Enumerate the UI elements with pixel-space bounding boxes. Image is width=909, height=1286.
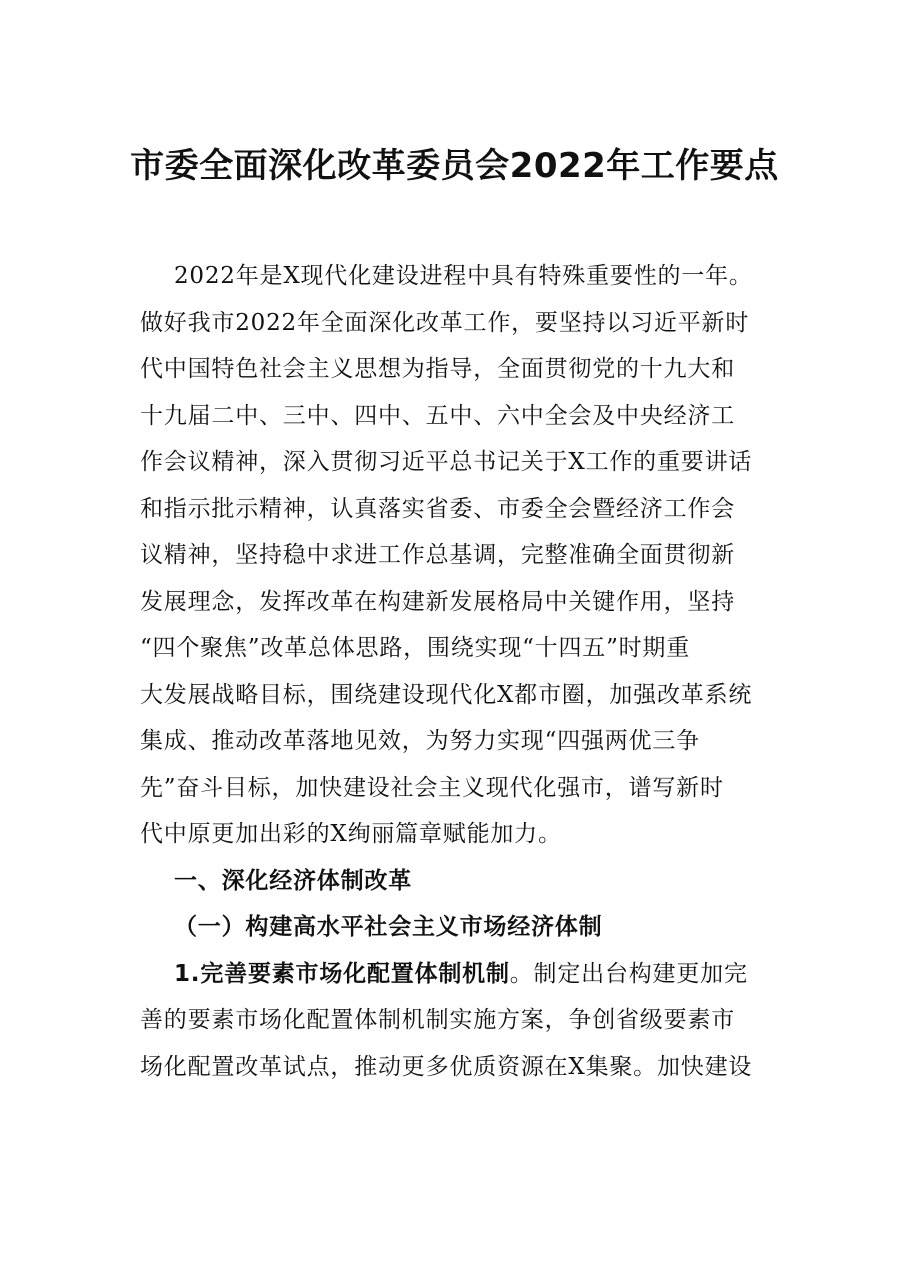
intro-line: 发展理念，发挥改革在构建新发展格局中关键作用，坚持 (140, 588, 735, 615)
intro-line: 集成、推动改革落地见效，为努力实现“四强两优三争 (140, 728, 700, 754)
intro-line: 作会议精神，深入贯彻习近平总书记关于X工作的重要讲话 (140, 449, 753, 475)
intro-line: 十九届二中、三中、四中、五中、六中全会及中央经济工 (140, 402, 735, 429)
document-title: 市委全面深化改革委员会2022年工作要点 (130, 146, 779, 186)
intro-line: 先”奋斗目标，加快建设社会主义现代化强市，谱写新时 (140, 774, 724, 801)
intro-line: 大发展战略目标，围绕建设现代化X都市圈，加强改革系统 (140, 681, 753, 708)
subsection-heading: （一）构建高水平社会主义市场经济体制 (174, 914, 603, 940)
intro-line: “四个聚焦”改革总体思路，围绕实现“十四五”时期重 (140, 635, 691, 661)
intro-line: 和指示批示精神，认真落实省委、市委全会暨经济工作会 (140, 495, 735, 522)
intro-line: 2022年是X现代化建设进程中具有特殊重要性的一年。 (174, 263, 753, 289)
intro-line: 做好我市2022年全面深化改革工作，要坚持以习近平新时 (140, 309, 750, 336)
item-lead: 1.完善要素市场化配置体制机制 (174, 960, 510, 987)
intro-line: 议精神，坚持稳中求进工作总基调，完整准确全面贯彻新 (140, 542, 735, 568)
item-line: 善的要素市场化配置体制机制实施方案，争创省级要素市 (140, 1007, 735, 1033)
item-paragraph-first-line (140, 951, 770, 998)
item-text: 。制定出台构建更加完 (509, 960, 748, 987)
section-heading: 一、深化经济体制改革 (174, 867, 412, 894)
item-line: 场化配置改革试点，推动更多优质资源在X集聚。加快建设 (140, 1053, 753, 1080)
document-body (140, 253, 770, 1090)
intro-line: 代中国特色社会主义思想为指导，全面贯彻党的十九大和 (140, 356, 735, 382)
intro-line: 代中原更加出彩的X绚丽篇章赋能加力。 (140, 821, 562, 847)
